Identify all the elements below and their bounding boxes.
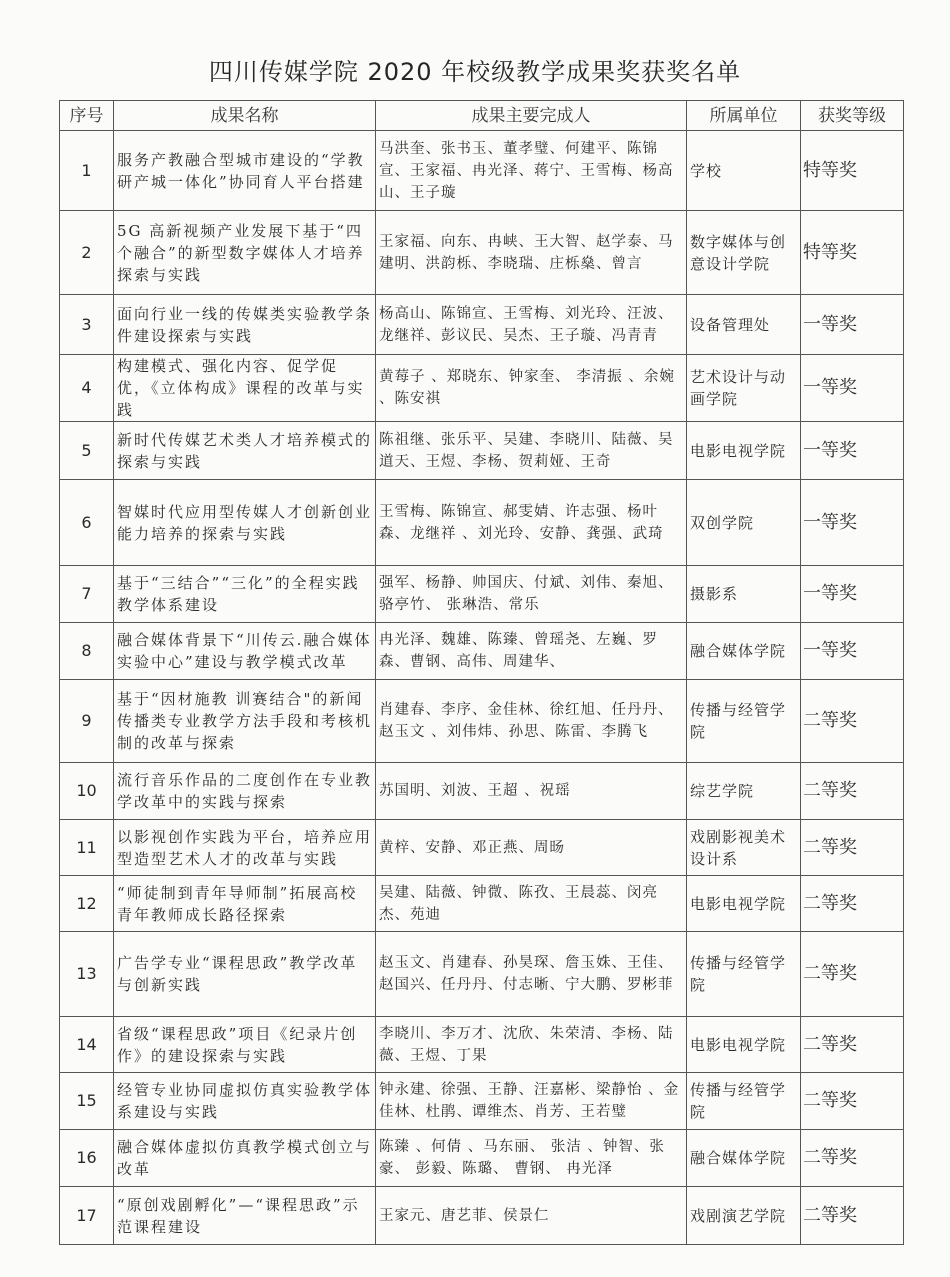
cell-unit: 电影电视学院: [687, 876, 801, 932]
cell-unit: 学校: [687, 131, 801, 211]
cell-level: 二等奖: [801, 1017, 904, 1073]
cell-no: 6: [60, 480, 114, 566]
cell-no: 12: [60, 876, 114, 932]
cell-no: 14: [60, 1017, 114, 1073]
cell-level: 二等奖: [801, 932, 904, 1017]
table-row: [60, 1017, 904, 1073]
cell-title: 面向行业一线的传媒类实验教学条件建设探索与实践: [114, 295, 376, 355]
header-unit: 所属单位: [687, 101, 801, 131]
cell-people: 强军、杨静、帅国庆、付斌、刘伟、秦旭、骆亭竹、 张琳浩、常乐: [376, 566, 687, 623]
cell-no: 11: [60, 820, 114, 876]
cell-title: 新时代传媒艺术类人才培养模式的探索与实践: [114, 422, 376, 480]
cell-no: 8: [60, 623, 114, 680]
table-row: [60, 480, 904, 566]
table-body: [60, 131, 904, 1245]
table-header-row: [60, 101, 904, 131]
cell-unit: 传播与经管学院: [687, 932, 801, 1017]
cell-people: 王家福、向东、冉峡、王大智、赵学泰、马建明、洪韵栎、李晓瑞、庄栎燊、曾言: [376, 211, 687, 295]
table-row: [60, 295, 904, 355]
table-row: [60, 623, 904, 680]
cell-unit: 电影电视学院: [687, 422, 801, 480]
cell-people: 冉光泽、魏雄、陈臻、曾瑶尧、左巍、罗森、曹钢、高伟、周建华、: [376, 623, 687, 680]
table-row: [60, 932, 904, 1017]
table-row: [60, 131, 904, 211]
cell-no: 4: [60, 355, 114, 422]
cell-title: 基于“因材施教 训赛结合"的新闻传播类专业教学方法手段和考核机制的改革与探索: [114, 680, 376, 763]
cell-title: 省级“课程思政”项目《纪录片创作》的建设探索与实践: [114, 1017, 376, 1073]
table-row: [60, 876, 904, 932]
cell-people: 马洪奎、张书玉、董孝璧、何建平、陈锦宣、王家福、冉光泽、蒋宁、王雪梅、杨高山、王子璇: [376, 131, 687, 211]
cell-level: 二等奖: [801, 763, 904, 820]
cell-title: 基于“三结合”“三化”的全程实践教学体系建设: [114, 566, 376, 623]
header-people: 成果主要完成人: [376, 101, 687, 131]
cell-level: 二等奖: [801, 1187, 904, 1245]
table-row: [60, 566, 904, 623]
cell-people: 黄梓、安静、邓正燕、周旸: [376, 820, 687, 876]
cell-title: 服务产教融合型城市建设的“学教研产城一体化”协同育人平台搭建: [114, 131, 376, 211]
cell-level: 二等奖: [801, 1073, 904, 1130]
cell-no: 15: [60, 1073, 114, 1130]
cell-level: 一等奖: [801, 480, 904, 566]
cell-no: 1: [60, 131, 114, 211]
cell-unit: 艺术设计与动画学院: [687, 355, 801, 422]
cell-people: 陈臻 、何倩 、马东丽、 张洁 、钟智、张豪、 彭毅、陈璐、 曹钢、 冉光泽: [376, 1130, 687, 1187]
cell-people: 苏国明、刘波、王超 、祝瑶: [376, 763, 687, 820]
cell-level: 特等奖: [801, 131, 904, 211]
cell-level: 二等奖: [801, 1130, 904, 1187]
cell-no: 2: [60, 211, 114, 295]
table-row: [60, 763, 904, 820]
cell-title: 智媒时代应用型传媒人才创新创业能力培养的探索与实践: [114, 480, 376, 566]
cell-unit: 摄影系: [687, 566, 801, 623]
cell-unit: 设备管理处: [687, 295, 801, 355]
cell-level: 一等奖: [801, 355, 904, 422]
page-title: 四川传媒学院 2020 年校级教学成果奖获奖名单: [208, 58, 742, 86]
cell-unit: 戏剧演艺学院: [687, 1187, 801, 1245]
cell-level: 二等奖: [801, 820, 904, 876]
cell-people: 李晓川、李万才、沈欣、朱荣清、李杨、陆薇、王煜、丁果: [376, 1017, 687, 1073]
cell-title: 构建模式、强化内容、促学促优，《立体构成》课程的改革与实践: [114, 355, 376, 422]
table-row: [60, 1130, 904, 1187]
header-no: 序号: [60, 101, 114, 131]
cell-people: 肖建春、李序、金佳林、徐红旭、任丹丹、赵玉文 、刘伟炜、孙思、陈雷、李腾飞: [376, 680, 687, 763]
cell-no: 16: [60, 1130, 114, 1187]
table-row: [60, 355, 904, 422]
table-row: [60, 211, 904, 295]
cell-no: 17: [60, 1187, 114, 1245]
cell-title: 经管专业协同虚拟仿真实验教学体系建设与实践: [114, 1073, 376, 1130]
cell-unit: 融合媒体学院: [687, 623, 801, 680]
cell-level: 二等奖: [801, 876, 904, 932]
cell-people: 陈祖继、张乐平、吴建、李晓川、陆薇、吴道天、王煜、李杨、贺莉娅、王奇: [376, 422, 687, 480]
table-row: [60, 422, 904, 480]
cell-level: 一等奖: [801, 295, 904, 355]
cell-unit: 电影电视学院: [687, 1017, 801, 1073]
cell-level: 一等奖: [801, 422, 904, 480]
cell-people: 吴建、陆薇、钟微、陈孜、王晨蕊、闵亮杰、苑迪: [376, 876, 687, 932]
cell-no: 7: [60, 566, 114, 623]
cell-title: “师徒制到青年导师制”拓展高校青年教师成长路径探索: [114, 876, 376, 932]
header-title: 成果名称: [114, 101, 376, 131]
cell-unit: 综艺学院: [687, 763, 801, 820]
cell-unit: 融合媒体学院: [687, 1130, 801, 1187]
cell-title: 融合媒体背景下“川传云.融合媒体实验中心”建设与教学模式改革: [114, 623, 376, 680]
cell-unit: 双创学院: [687, 480, 801, 566]
cell-people: 钟永建、徐强、王静、汪嘉彬、梁静怡 、金佳林、杜鹃、谭维杰、肖芳、王若璧: [376, 1073, 687, 1130]
table-row: [60, 1073, 904, 1130]
cell-people: 王雪梅、陈锦宣、郝雯婧、许志强、杨叶森、龙继祥 、刘光玲、安静、龚强、武琦: [376, 480, 687, 566]
cell-title: 以影视创作实践为平台，培养应用型造型艺术人才的改革与实践: [114, 820, 376, 876]
cell-title: 流行音乐作品的二度创作在专业教学改革中的实践与探索: [114, 763, 376, 820]
table-row: [60, 1187, 904, 1245]
cell-unit: 数字媒体与创意设计学院: [687, 211, 801, 295]
cell-unit: 戏剧影视美术设计系: [687, 820, 801, 876]
cell-no: 10: [60, 763, 114, 820]
cell-unit: 传播与经管学院: [687, 1073, 801, 1130]
cell-title: 融合媒体虚拟仿真教学模式创立与改革: [114, 1130, 376, 1187]
cell-no: 13: [60, 932, 114, 1017]
cell-no: 5: [60, 422, 114, 480]
cell-title: “原创戏剧孵化”—“课程思政”示范课程建设: [114, 1187, 376, 1245]
table-row: [60, 820, 904, 876]
cell-no: 9: [60, 680, 114, 763]
header-level: 获奖等级: [801, 101, 904, 131]
cell-no: 3: [60, 295, 114, 355]
cell-level: 一等奖: [801, 566, 904, 623]
cell-people: 赵玉文、肖建春、孙昊琛、詹玉姝、王佳、赵国兴、任丹丹、付志晰、宁大鹏、罗彬菲: [376, 932, 687, 1017]
table-row: [60, 680, 904, 763]
cell-people: 黄莓子 、郑晓东、钟家奎、 李清振 、余婉 、陈安祺: [376, 355, 687, 422]
cell-people: 杨高山、陈锦宣、王雪梅、刘光玲、汪波、龙继祥、彭议民、吴杰、王子璇、冯青青: [376, 295, 687, 355]
award-list-table: [59, 100, 904, 1245]
cell-level: 一等奖: [801, 623, 904, 680]
cell-title: 5G 高新视频产业发展下基于“四个融合”的新型数字媒体人才培养探索与实践: [114, 211, 376, 295]
cell-level: 二等奖: [801, 680, 904, 763]
cell-title: 广告学专业“课程思政”教学改革与创新实践: [114, 932, 376, 1017]
cell-level: 特等奖: [801, 211, 904, 295]
cell-unit: 传播与经管学院: [687, 680, 801, 763]
cell-people: 王家元、唐艺菲、侯景仁: [376, 1187, 687, 1245]
